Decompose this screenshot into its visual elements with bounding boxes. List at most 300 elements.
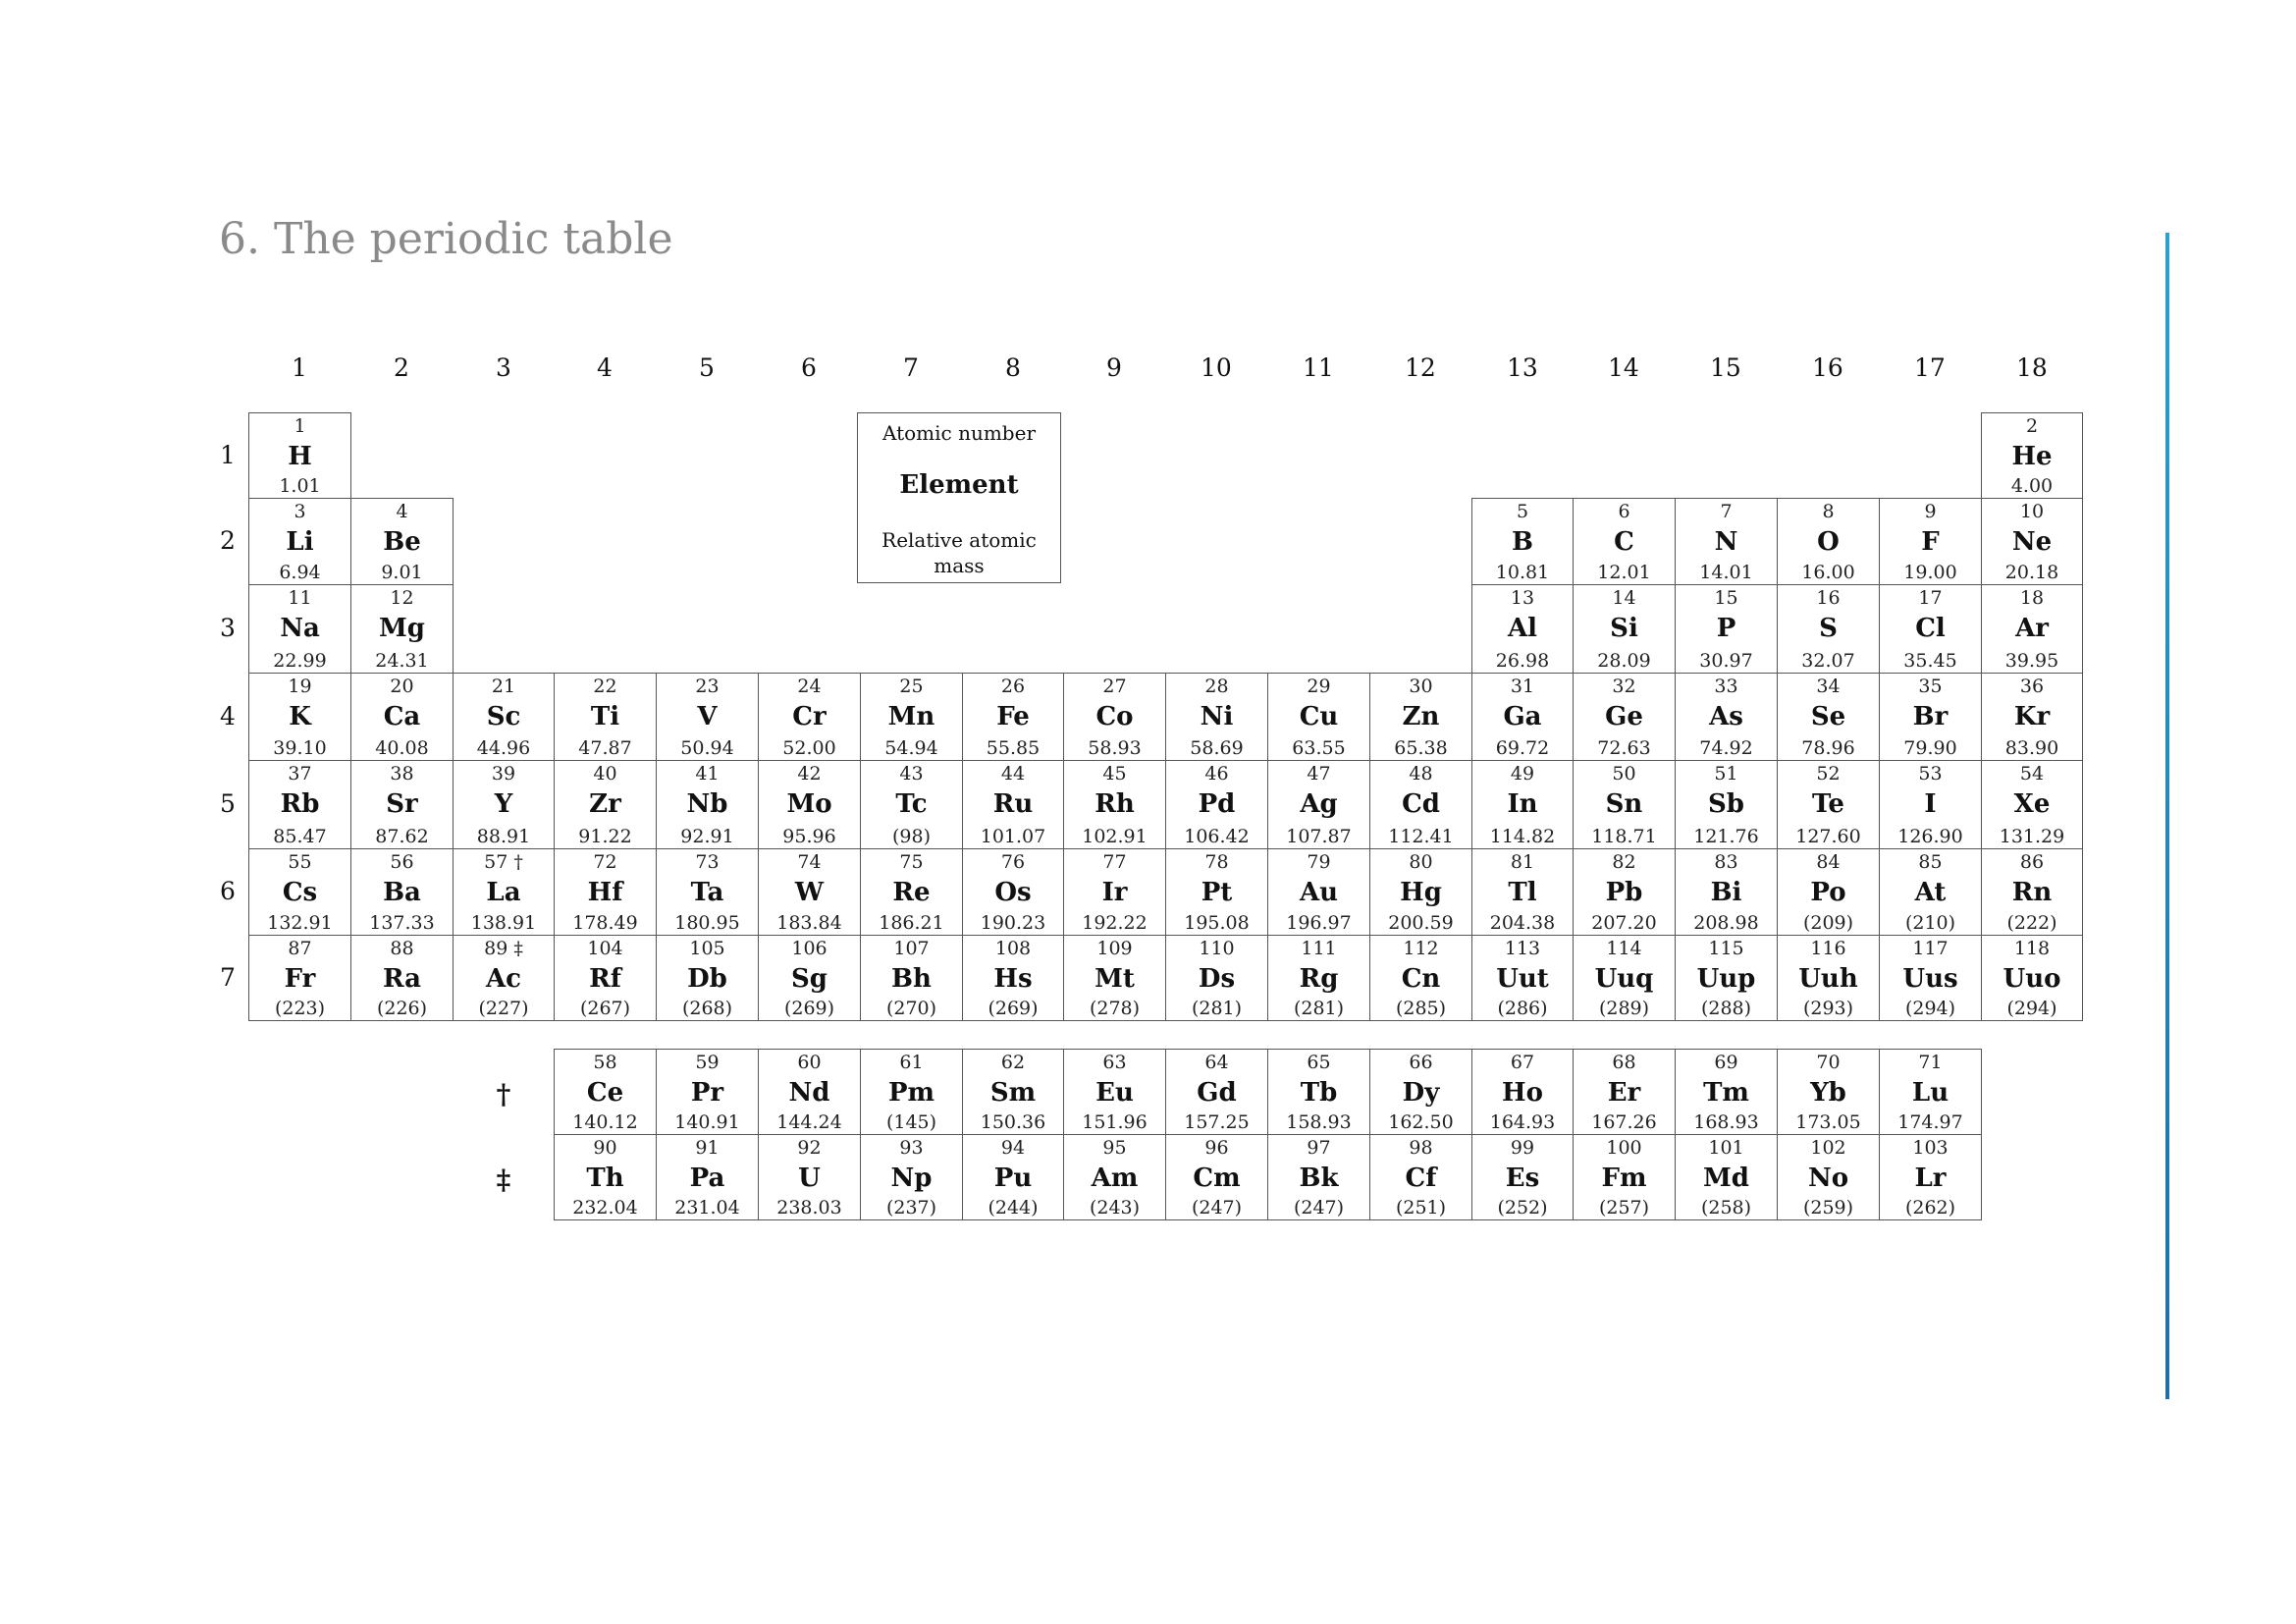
element-cell bbox=[1879, 1134, 1982, 1220]
element-cell bbox=[962, 848, 1064, 936]
relative-atomic-mass: 69.72 bbox=[1495, 737, 1550, 759]
element-symbol: N bbox=[1714, 527, 1738, 557]
atomic-number: 72 bbox=[593, 851, 617, 873]
atomic-number: 62 bbox=[1000, 1052, 1026, 1073]
relative-atomic-mass: 24.31 bbox=[375, 650, 429, 672]
element-cell bbox=[1879, 584, 1982, 674]
element-symbol: Ho bbox=[1502, 1078, 1543, 1108]
atomic-number: 42 bbox=[797, 763, 822, 785]
element-cell bbox=[1369, 1134, 1472, 1220]
element-symbol: Sn bbox=[1605, 789, 1643, 819]
relative-atomic-mass: (289) bbox=[1598, 998, 1650, 1019]
element-symbol: Mo bbox=[786, 789, 832, 819]
atomic-number: 17 bbox=[1918, 587, 1943, 609]
atomic-number: 53 bbox=[1918, 763, 1943, 785]
element-cell bbox=[1675, 673, 1778, 761]
atomic-number: 100 bbox=[1606, 1137, 1642, 1159]
element-symbol: Rb bbox=[280, 789, 320, 819]
relative-atomic-mass: 54.94 bbox=[884, 737, 938, 759]
atomic-number: 101 bbox=[1708, 1137, 1744, 1159]
element-symbol: Ga bbox=[1503, 702, 1542, 731]
atomic-number: 16 bbox=[1816, 587, 1841, 609]
atomic-number: 47 bbox=[1307, 763, 1331, 785]
atomic-number: 75 bbox=[899, 851, 924, 873]
element-symbol: Y bbox=[494, 789, 513, 819]
element-cell bbox=[860, 1134, 963, 1220]
element-symbol: V bbox=[697, 702, 718, 731]
relative-atomic-mass: 157.25 bbox=[1184, 1111, 1250, 1133]
atomic-number: 69 bbox=[1714, 1052, 1738, 1073]
atomic-number: 37 bbox=[288, 763, 312, 785]
element-cell bbox=[1063, 848, 1166, 936]
element-symbol: Gd bbox=[1197, 1078, 1237, 1108]
element-symbol: W bbox=[794, 878, 825, 907]
element-symbol: Mg bbox=[379, 614, 425, 643]
element-symbol: Bh bbox=[891, 964, 932, 994]
atomic-number: 51 bbox=[1714, 763, 1738, 785]
atomic-number: 48 bbox=[1409, 763, 1433, 785]
relative-atomic-mass: (98) bbox=[891, 826, 931, 847]
atomic-number: 108 bbox=[994, 938, 1032, 959]
atomic-number: 64 bbox=[1204, 1052, 1229, 1073]
element-symbol: Uup bbox=[1696, 964, 1756, 994]
atomic-number: 95 bbox=[1102, 1137, 1127, 1159]
group-label: 6 bbox=[800, 353, 817, 382]
element-symbol: Pa bbox=[689, 1164, 725, 1193]
relative-atomic-mass: 137.33 bbox=[369, 912, 435, 934]
relative-atomic-mass: 40.08 bbox=[375, 737, 429, 759]
atomic-number: 29 bbox=[1307, 676, 1331, 697]
atomic-number: 73 bbox=[695, 851, 720, 873]
group-label: 1 bbox=[291, 353, 307, 382]
relative-atomic-mass: 126.90 bbox=[1897, 826, 1963, 847]
relative-atomic-mass: 200.59 bbox=[1388, 912, 1454, 934]
period-label: 1 bbox=[220, 440, 236, 469]
atomic-number: 45 bbox=[1102, 763, 1127, 785]
element-cell bbox=[1573, 935, 1676, 1021]
atomic-number: 10 bbox=[2019, 501, 2045, 522]
relative-atomic-mass: 140.91 bbox=[674, 1111, 740, 1133]
relative-atomic-mass: (288) bbox=[1700, 998, 1752, 1019]
relative-atomic-mass: 50.94 bbox=[680, 737, 734, 759]
relative-atomic-mass: 12.01 bbox=[1597, 562, 1651, 583]
element-symbol: Uuh bbox=[1798, 964, 1858, 994]
relative-atomic-mass: 232.04 bbox=[572, 1197, 638, 1218]
element-symbol: S bbox=[1819, 614, 1838, 643]
element-cell bbox=[1471, 935, 1574, 1021]
element-cell bbox=[1471, 673, 1574, 761]
atomic-number: 109 bbox=[1096, 938, 1133, 959]
element-symbol: As bbox=[1709, 702, 1743, 731]
element-symbol: Fe bbox=[996, 702, 1030, 731]
element-cell bbox=[248, 935, 351, 1021]
element-symbol: F bbox=[1921, 527, 1940, 557]
atomic-number: 49 bbox=[1510, 763, 1535, 785]
element-cell bbox=[758, 935, 861, 1021]
atomic-number: 2 bbox=[2025, 415, 2039, 437]
element-symbol: Bi bbox=[1710, 878, 1742, 907]
element-cell bbox=[1675, 1134, 1778, 1220]
element-symbol: Hs bbox=[993, 964, 1033, 994]
element-cell bbox=[860, 848, 963, 936]
atomic-number: 1 bbox=[294, 415, 306, 437]
atomic-number: 13 bbox=[1510, 587, 1535, 609]
relative-atomic-mass: 238.03 bbox=[776, 1197, 842, 1218]
element-cell bbox=[350, 848, 454, 936]
element-cell bbox=[248, 848, 351, 936]
relative-atomic-mass: 74.92 bbox=[1699, 737, 1753, 759]
element-symbol: H bbox=[288, 442, 312, 471]
element-cell bbox=[1471, 848, 1574, 936]
element-cell bbox=[1471, 498, 1574, 585]
element-cell bbox=[1063, 935, 1166, 1021]
element-cell bbox=[1777, 584, 1880, 674]
element-symbol: Br bbox=[1912, 702, 1949, 731]
atomic-number: 35 bbox=[1918, 676, 1943, 697]
atomic-number: 70 bbox=[1816, 1052, 1841, 1073]
element-cell bbox=[1165, 935, 1268, 1021]
relative-atomic-mass: (294) bbox=[1904, 998, 1956, 1019]
element-cell bbox=[758, 760, 861, 849]
element-cell bbox=[248, 412, 351, 499]
relative-atomic-mass: (243) bbox=[1089, 1197, 1141, 1218]
element-cell bbox=[1675, 1049, 1778, 1135]
element-cell bbox=[248, 760, 351, 849]
element-symbol: Ge bbox=[1605, 702, 1643, 731]
element-symbol: Pt bbox=[1201, 878, 1233, 907]
element-cell bbox=[656, 848, 759, 936]
relative-atomic-mass: 58.69 bbox=[1190, 737, 1244, 759]
element-symbol: Mn bbox=[887, 702, 935, 731]
element-symbol: Er bbox=[1607, 1078, 1641, 1108]
element-symbol: Yb bbox=[1810, 1078, 1846, 1108]
relative-atomic-mass: 174.97 bbox=[1897, 1111, 1963, 1133]
atomic-number: 113 bbox=[1504, 938, 1541, 959]
atomic-number: 74 bbox=[797, 851, 822, 873]
element-symbol: Lu bbox=[1911, 1078, 1949, 1108]
relative-atomic-mass: 190.23 bbox=[980, 912, 1046, 934]
element-cell bbox=[453, 848, 555, 936]
relative-atomic-mass: (222) bbox=[2006, 912, 2057, 934]
element-symbol: Be bbox=[383, 527, 421, 557]
legend-key bbox=[857, 412, 1061, 583]
atomic-number: 6 bbox=[1618, 501, 1630, 522]
relative-atomic-mass: 231.04 bbox=[674, 1197, 740, 1218]
atomic-number: 79 bbox=[1307, 851, 1331, 873]
relative-atomic-mass: (281) bbox=[1191, 998, 1243, 1019]
atomic-number: 30 bbox=[1409, 676, 1433, 697]
element-symbol: Tl bbox=[1508, 878, 1537, 907]
element-cell bbox=[1267, 760, 1370, 849]
group-label: 18 bbox=[2015, 353, 2048, 382]
element-symbol: Ba bbox=[383, 878, 421, 907]
relative-atomic-mass: 173.05 bbox=[1795, 1111, 1861, 1133]
relative-atomic-mass: (259) bbox=[1802, 1197, 1854, 1218]
group-label: 17 bbox=[1913, 353, 1946, 382]
key-relative-atomic-mass-label: Relative atomic mass bbox=[881, 528, 1037, 577]
element-cell bbox=[1471, 1049, 1574, 1135]
element-symbol: Cr bbox=[792, 702, 827, 731]
atomic-number: 9 bbox=[1924, 501, 1937, 522]
element-cell bbox=[1471, 584, 1574, 674]
element-symbol: Db bbox=[687, 964, 727, 994]
element-cell bbox=[1267, 935, 1370, 1021]
element-cell bbox=[1063, 1134, 1166, 1220]
relative-atomic-mass: (209) bbox=[1802, 912, 1854, 934]
element-cell bbox=[453, 673, 555, 761]
atomic-number: 8 bbox=[1822, 501, 1835, 522]
relative-atomic-mass: 63.55 bbox=[1292, 737, 1346, 759]
element-cell bbox=[1981, 935, 2083, 1021]
relative-atomic-mass: 107.87 bbox=[1286, 826, 1352, 847]
element-cell bbox=[1471, 1134, 1574, 1220]
element-cell bbox=[962, 1049, 1064, 1135]
relative-atomic-mass: (223) bbox=[274, 998, 326, 1019]
atomic-number: 36 bbox=[2019, 676, 2045, 697]
atomic-number: 102 bbox=[1810, 1137, 1846, 1159]
relative-atomic-mass: 39.10 bbox=[273, 737, 327, 759]
relative-atomic-mass: (269) bbox=[783, 998, 835, 1019]
relative-atomic-mass: 118.71 bbox=[1591, 826, 1657, 847]
relative-atomic-mass: 164.93 bbox=[1489, 1111, 1556, 1133]
element-cell bbox=[860, 760, 963, 849]
relative-atomic-mass: 78.96 bbox=[1801, 737, 1855, 759]
element-symbol: Ir bbox=[1101, 878, 1128, 907]
relative-atomic-mass: 195.08 bbox=[1184, 912, 1250, 934]
element-symbol: Zr bbox=[589, 789, 621, 819]
atomic-number: 56 bbox=[390, 851, 414, 873]
relative-atomic-mass: 207.20 bbox=[1591, 912, 1657, 934]
atomic-number: 43 bbox=[899, 763, 924, 785]
atomic-number: 91 bbox=[695, 1137, 720, 1159]
atomic-number: 25 bbox=[899, 676, 924, 697]
atomic-number: 59 bbox=[695, 1052, 720, 1073]
atomic-number: 19 bbox=[288, 676, 312, 697]
relative-atomic-mass: 10.81 bbox=[1495, 562, 1550, 583]
atomic-number: 80 bbox=[1409, 851, 1433, 873]
element-cell bbox=[1573, 498, 1676, 585]
relative-atomic-mass: (145) bbox=[885, 1111, 937, 1133]
group-label: 10 bbox=[1200, 353, 1232, 382]
element-cell bbox=[1981, 412, 2083, 499]
atomic-number: 117 bbox=[1912, 938, 1949, 959]
element-symbol: Cn bbox=[1401, 964, 1441, 994]
relative-atomic-mass: (268) bbox=[681, 998, 733, 1019]
element-symbol: K bbox=[289, 702, 311, 731]
relative-atomic-mass: (247) bbox=[1293, 1197, 1345, 1218]
element-symbol: Ds bbox=[1198, 964, 1236, 994]
element-symbol: Ca bbox=[383, 702, 421, 731]
atomic-number: 41 bbox=[695, 763, 720, 785]
element-symbol: Cm bbox=[1193, 1164, 1241, 1193]
relative-atomic-mass: 88.91 bbox=[476, 826, 531, 847]
relative-atomic-mass: 95.96 bbox=[782, 826, 836, 847]
group-label: 13 bbox=[1506, 353, 1538, 382]
element-cell bbox=[1573, 1134, 1676, 1220]
atomic-number: 26 bbox=[1000, 676, 1026, 697]
relative-atomic-mass: (270) bbox=[885, 998, 937, 1019]
element-symbol: Li bbox=[286, 527, 314, 557]
key-element-label: Element bbox=[899, 470, 1019, 500]
element-cell bbox=[1063, 1049, 1166, 1135]
relative-atomic-mass: 1.01 bbox=[279, 475, 321, 497]
relative-atomic-mass: (294) bbox=[2006, 998, 2057, 1019]
period-label: 3 bbox=[220, 614, 236, 642]
element-cell bbox=[1675, 584, 1778, 674]
atomic-number: 98 bbox=[1409, 1137, 1433, 1159]
element-symbol: Au bbox=[1299, 878, 1339, 907]
atomic-number: 96 bbox=[1204, 1137, 1229, 1159]
element-cell bbox=[1879, 673, 1982, 761]
relative-atomic-mass: 9.01 bbox=[381, 562, 423, 583]
element-cell bbox=[1573, 584, 1676, 674]
atomic-number: 111 bbox=[1301, 938, 1337, 959]
atomic-number: 68 bbox=[1612, 1052, 1636, 1073]
element-symbol: At bbox=[1914, 878, 1947, 907]
element-symbol: Ni bbox=[1200, 702, 1234, 731]
element-cell bbox=[1063, 760, 1166, 849]
relative-atomic-mass: 19.00 bbox=[1903, 562, 1957, 583]
element-symbol: U bbox=[798, 1164, 821, 1193]
element-cell bbox=[248, 673, 351, 761]
atomic-number: 88 bbox=[390, 938, 414, 959]
element-cell bbox=[350, 498, 454, 585]
element-symbol: B bbox=[1512, 527, 1533, 557]
element-cell bbox=[656, 673, 759, 761]
group-label: 14 bbox=[1607, 353, 1639, 382]
element-cell bbox=[1675, 848, 1778, 936]
element-symbol: Rn bbox=[2011, 878, 2053, 907]
relative-atomic-mass: (262) bbox=[1904, 1197, 1956, 1218]
element-cell bbox=[1777, 673, 1880, 761]
element-cell bbox=[860, 673, 963, 761]
atomic-number: 63 bbox=[1102, 1052, 1127, 1073]
atomic-number: 33 bbox=[1714, 676, 1738, 697]
atomic-number: 77 bbox=[1102, 851, 1127, 873]
relative-atomic-mass: 52.00 bbox=[782, 737, 836, 759]
relative-atomic-mass: 91.22 bbox=[578, 826, 632, 847]
atomic-number: 84 bbox=[1816, 851, 1841, 873]
element-cell bbox=[656, 760, 759, 849]
relative-atomic-mass: 55.85 bbox=[986, 737, 1041, 759]
element-symbol: Ar bbox=[2015, 614, 2049, 643]
element-cell bbox=[1981, 498, 2083, 585]
relative-atomic-mass: (269) bbox=[988, 998, 1039, 1019]
element-cell bbox=[1165, 1049, 1268, 1135]
element-symbol: I bbox=[1924, 789, 1937, 819]
element-cell bbox=[1369, 848, 1472, 936]
element-cell bbox=[1573, 760, 1676, 849]
element-symbol: Xe bbox=[2013, 789, 2051, 819]
element-cell bbox=[962, 1134, 1064, 1220]
element-cell bbox=[860, 935, 963, 1021]
element-symbol: Rf bbox=[589, 964, 621, 994]
element-symbol: Sm bbox=[989, 1078, 1037, 1108]
atomic-number: 50 bbox=[1612, 763, 1636, 785]
element-symbol: Uuq bbox=[1594, 964, 1654, 994]
group-label: 2 bbox=[393, 353, 409, 382]
relative-atomic-mass: 101.07 bbox=[980, 826, 1046, 847]
relative-atomic-mass: 83.90 bbox=[2004, 737, 2059, 759]
element-symbol: Ne bbox=[2011, 527, 2053, 557]
relative-atomic-mass: (247) bbox=[1191, 1197, 1243, 1218]
element-symbol: Hf bbox=[587, 878, 623, 907]
element-cell bbox=[860, 1049, 963, 1135]
atomic-number: 46 bbox=[1204, 763, 1229, 785]
relative-atomic-mass: 58.93 bbox=[1088, 737, 1142, 759]
group-label: 5 bbox=[698, 353, 715, 382]
atomic-number: 38 bbox=[390, 763, 414, 785]
atomic-number: 107 bbox=[893, 938, 930, 959]
relative-atomic-mass: 65.38 bbox=[1394, 737, 1448, 759]
element-symbol: Eu bbox=[1095, 1078, 1134, 1108]
element-symbol: Es bbox=[1505, 1164, 1540, 1193]
atomic-number: 106 bbox=[791, 938, 828, 959]
element-cell bbox=[1879, 760, 1982, 849]
relative-atomic-mass: 72.63 bbox=[1597, 737, 1651, 759]
relative-atomic-mass: (210) bbox=[1904, 912, 1956, 934]
element-cell bbox=[758, 1049, 861, 1135]
atomic-number: 81 bbox=[1510, 851, 1535, 873]
atomic-number: 21 bbox=[491, 676, 516, 697]
relative-atomic-mass: 32.07 bbox=[1801, 650, 1855, 672]
period-label: 6 bbox=[220, 877, 236, 905]
atomic-number: 58 bbox=[593, 1052, 617, 1073]
atomic-number: 92 bbox=[797, 1137, 822, 1159]
relative-atomic-mass: 186.21 bbox=[879, 912, 944, 934]
element-symbol: Nd bbox=[788, 1078, 830, 1108]
element-symbol: Pr bbox=[690, 1078, 724, 1108]
element-symbol: Ti bbox=[590, 702, 620, 731]
atomic-number: 24 bbox=[797, 676, 822, 697]
group-label: 3 bbox=[495, 353, 511, 382]
element-symbol: He bbox=[2011, 442, 2053, 471]
relative-atomic-mass: 22.99 bbox=[273, 650, 327, 672]
atomic-number: 32 bbox=[1612, 676, 1636, 697]
relative-atomic-mass: 112.41 bbox=[1388, 826, 1454, 847]
atomic-number: 15 bbox=[1714, 587, 1738, 609]
atomic-number: 93 bbox=[899, 1137, 924, 1159]
element-cell bbox=[1165, 1134, 1268, 1220]
element-symbol: Rg bbox=[1299, 964, 1339, 994]
element-symbol: Tm bbox=[1703, 1078, 1749, 1108]
relative-atomic-mass: 204.38 bbox=[1489, 912, 1556, 934]
element-symbol: Dy bbox=[1402, 1078, 1440, 1108]
element-symbol: Ru bbox=[992, 789, 1034, 819]
atomic-number: 54 bbox=[2019, 763, 2045, 785]
element-symbol: Ag bbox=[1300, 789, 1338, 819]
element-cell bbox=[1369, 760, 1472, 849]
element-symbol: Pd bbox=[1198, 789, 1236, 819]
relative-atomic-mass: (267) bbox=[579, 998, 631, 1019]
relative-atomic-mass: 114.82 bbox=[1489, 826, 1556, 847]
relative-atomic-mass: 4.00 bbox=[2010, 475, 2054, 497]
relative-atomic-mass: 180.95 bbox=[674, 912, 740, 934]
element-cell bbox=[1981, 848, 2083, 936]
relative-atomic-mass: 167.26 bbox=[1591, 1111, 1657, 1133]
element-cell bbox=[1777, 760, 1880, 849]
element-symbol: Si bbox=[1610, 614, 1638, 643]
element-cell bbox=[758, 848, 861, 936]
element-cell bbox=[1675, 498, 1778, 585]
relative-atomic-mass: 79.90 bbox=[1903, 737, 1957, 759]
period-label: 4 bbox=[220, 701, 236, 731]
element-symbol: Os bbox=[994, 878, 1032, 907]
element-cell bbox=[1267, 673, 1370, 761]
element-symbol: Al bbox=[1507, 614, 1538, 643]
atomic-number: 28 bbox=[1204, 676, 1229, 697]
element-cell bbox=[1981, 673, 2083, 761]
